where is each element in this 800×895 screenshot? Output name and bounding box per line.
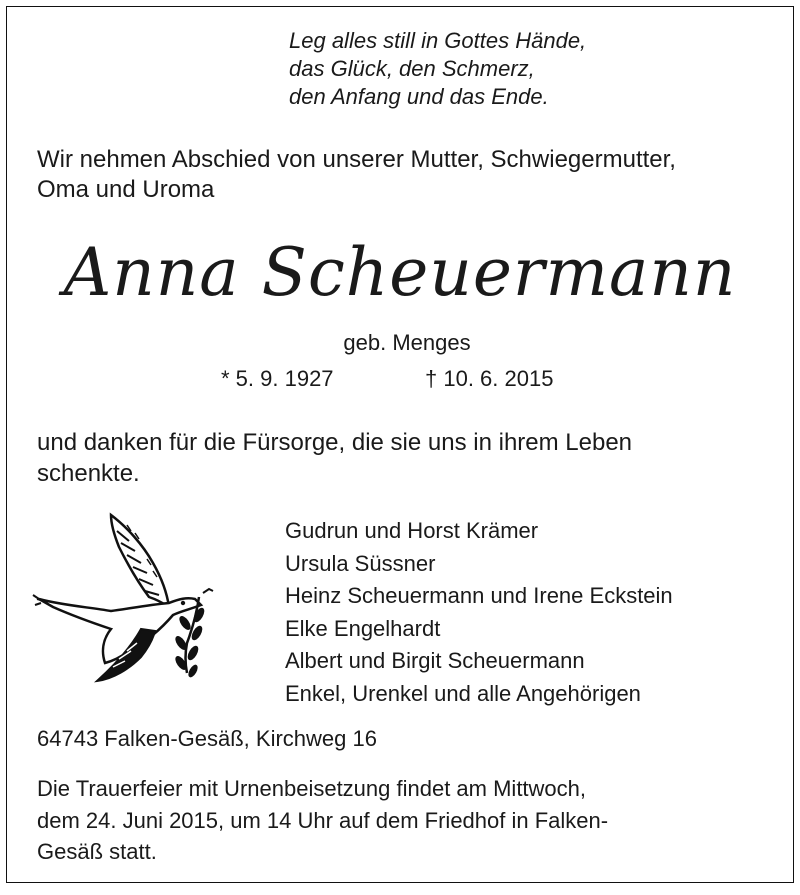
- mourner-entry: Enkel, Urenkel und alle Angehörigen: [285, 680, 641, 706]
- motto-line: Leg alles still in Gottes Hände,: [289, 28, 587, 53]
- intro-line: Oma und Uroma: [37, 176, 215, 203]
- obituary-notice: [6, 6, 794, 883]
- maiden-name: geb. Menges: [343, 330, 471, 355]
- service-line: Gesäß statt.: [37, 839, 157, 864]
- intro-text: [37, 145, 676, 205]
- family-address: 64743 Falken-Gesäß, Kirchweg 16: [37, 726, 377, 751]
- mourners-list: [285, 515, 673, 711]
- motto-line: den Anfang und das Ende.: [289, 84, 549, 109]
- intro-line: Wir nehmen Abschied von unserer Mutter, Schwiegermutter,: [37, 146, 676, 173]
- mourner-entry: Ursula Süssner: [285, 550, 436, 576]
- thanks-text: [37, 427, 767, 489]
- thanks-line: schenkte.: [37, 460, 140, 487]
- mourner-entry: Albert und Birgit Scheuermann: [285, 648, 585, 674]
- thanks-line: und danken für die Fürsorge, die sie uns in ihrem Leben: [37, 429, 633, 456]
- deceased-name: Anna Scheuermann: [63, 234, 737, 311]
- death-date: † 10. 6. 2015: [425, 366, 554, 391]
- funeral-service-info: [37, 773, 608, 868]
- mourner-entry: Gudrun und Horst Krämer: [285, 518, 539, 543]
- motto-line: das Glück, den Schmerz,: [289, 56, 535, 81]
- birth-date: * 5. 9. 1927: [221, 366, 334, 391]
- service-line: Die Trauerfeier mit Urnenbeisetzung findet am Mittwoch,: [37, 776, 587, 801]
- mourner-entry: Heinz Scheuermann und Irene Eckstein: [285, 583, 673, 609]
- motto-verse: [289, 27, 586, 111]
- mourner-entry: Elke Engelhardt: [285, 615, 441, 641]
- dove-with-olive-branch-icon: [31, 511, 221, 687]
- service-line: dem 24. Juni 2015, um 14 Uhr auf dem Friedhof in Falken-: [37, 807, 609, 833]
